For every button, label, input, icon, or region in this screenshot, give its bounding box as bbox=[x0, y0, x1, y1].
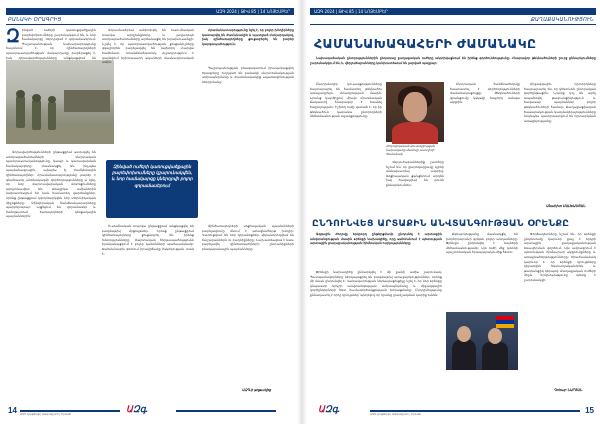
byline: Անահիտ ՄԱԼԽԱՍՅԱՆ bbox=[546, 204, 586, 208]
helmet-shape bbox=[32, 94, 41, 102]
article-lead-text: Հրամանատարությունը նշել է, որ բոլոր խնդիրները կատարվել են ժամանակին և պատշաճ մակարդակով, իսկ զինծառայողները ցուցաբերել են բարձր կարգապահություն։ bbox=[202, 28, 294, 46]
military-photo bbox=[6, 60, 114, 144]
pull-quote-text: Զինված ուժերի կառուցվածքային բարեփոխումները կշարունակվեն, և նոր համակարգը կներդրվի բոլոր զորամասերում bbox=[111, 164, 193, 188]
officials-photo bbox=[446, 312, 518, 370]
photo-caption: Ժողովրդական կուսակցության նախագահը մամուլի ասուլիսի ժամանակ bbox=[386, 144, 436, 156]
newspaper-logo: ԱԶգ. bbox=[126, 404, 149, 414]
article-column bbox=[202, 224, 294, 384]
header-rule bbox=[6, 24, 294, 25]
person-shape bbox=[482, 342, 508, 370]
soldier-shape bbox=[16, 96, 25, 128]
article-column bbox=[386, 160, 444, 212]
body-shape bbox=[392, 122, 438, 144]
article-column bbox=[524, 82, 596, 200]
face-shape bbox=[403, 92, 427, 122]
page-number: 15 bbox=[585, 406, 594, 415]
drop-cap: Զ bbox=[6, 26, 20, 46]
header-band bbox=[6, 8, 294, 15]
head-shape bbox=[488, 328, 502, 344]
article-text: Քվեարկությանը մասնակցել են խորհրդարանի գրեթե բոլոր անդամները։ Օրենքն ընդունվել է ձայների մեծամասնությամբ։ Այն ուժի մեջ կմտնի պաշտոնական հրապարակումից հետո։ bbox=[446, 232, 518, 255]
article-text: Ընտրական հանձնաժողովը հաստատել է գործողությունների ժամանակացույցը։ Թեկնածուների գրանցումը կսկսվի հաջորդ ամսվա սկզբին։ bbox=[450, 82, 520, 105]
newspaper-logo: ԱԶգ. bbox=[318, 404, 341, 414]
helmet-shape bbox=[48, 96, 56, 103]
header-band-text: ԱԶԳ 2024 | ԹԻՎ 85 | 14 ՆՈՅԵՄԲԵՐ bbox=[216, 9, 290, 14]
article-column bbox=[102, 28, 194, 156]
article-column bbox=[6, 28, 96, 58]
article-column bbox=[450, 82, 520, 212]
pull-quote bbox=[106, 160, 198, 218]
left-page bbox=[6, 0, 294, 424]
article-text: Զորավարժությունների ընթացքում ստուգվել են ստորաբաժանումների մարտական պատրաստականությունը, կապի և կառավարման համակարգերը։ Մասնակցել են ինչպես պայմանագրային, այնպես էլ ժամկետային զինծառայողներ։ Հրամանատարությունը բարձր է գնահատել անձնակազմի գործողությունները և նշել, որ նոր մարտավարական մոտեցումները արդյունավետ են։ Առաջիկա ամիսներին նախատեսվում են նաև համատեղ վարժանքներ, որոնց ընթացքում կփորձարկվեն նոր տեխնիկական միջոցները։ Զինվորական հանձնակատարները պարբերաբար այցելում են զորամասեր և ծանոթանում ծառայողների կենցաղային պայմաններին։ bbox=[6, 150, 96, 219]
article-text: Միջազգային դիտորդները հայտարարել են, որ կհետևեն ընտրական գործընթացին։ Նրանք կոչ են արել ապահովել թափանցիկություն և հավասար պայմաններ բոլոր թեկնածուների համար։ Քաղաքացիական հասարակության կազմակերպությունները նույնպես պատրաստվում են դիտարկման առաքելությանը։ bbox=[524, 82, 596, 123]
footer-text: ԱԶԳ օրաթերթ | www.azg.am | Երևան bbox=[20, 413, 71, 416]
article-text: Ընդդիմադիր կուսակցությունները հայտարարել են համատեղ թեկնածու առաջադրելու մտադրության մասին։ Նրանց կարծիքով միայն միասնական ճակատով հնարավոր է հասնել հաջողության։ Իշխող ուժը վստահ է, որ իր թեկնածուն կստանա ընտրողների մեծամասնության աջակցությունը։ bbox=[310, 82, 382, 119]
headline: ՀԱՄԱՆԱԽԱԳԱՀԵՐԻ ԺԱՄԱՆԱԿԸ bbox=[314, 36, 537, 51]
soldier-shape bbox=[32, 100, 41, 130]
article-text: Պաշտպանության բնագավառում իրականացվող ծրագրերը ուղղված են բանակի մարտունակության ամրապնդմանը և ժամանակակից սպառազինության ներդրմանը։ bbox=[202, 66, 294, 84]
portrait-photo bbox=[386, 82, 444, 142]
article-text: Ուսումնական տարվա ընթացքում անցկացվել են բազմաթիվ մրցույթներ, որոնց ընթացքում զինծառայողները ցուցադրել են իրենց հմտությունները։ Մարտական հերթապահությունն իրականացվում է բոլոր կանոնների պահպանմամբ։ Սահմանային գոտում իրավիճակը հսկողության տակ է։ bbox=[102, 224, 194, 256]
article-text: Վերլուծաբաններից շատերը նշում են, որ քարոզարշավը կլինի աննախադեպ ակտիվ։ Սոցիալական ցանցերում արդեն իսկ ծավալվում են բուռն քննարկումներ։ bbox=[386, 160, 444, 187]
article-lead-text: Նախագահական ընտրություններին ընդառաջ քաղաքական ուժերը ակտիվացնում են իրենց գործունեությունը։ Հնարավոր թեկնածուների շուրջ քննարկումները շարունակվում են, և վերլուծաբանները կանխատեսում են լարված պայքար։ bbox=[310, 56, 596, 65]
page-gutter bbox=[297, 0, 307, 424]
header-band-text: ԱԶԳ 2024 | ԹԻՎ 85 | 14 ՆՈՅԵՄԲԵՐ bbox=[314, 9, 388, 14]
byline: ԱԶԳ-ի թղթակից bbox=[242, 388, 271, 392]
article-lead-text: Ազգային ժողովը երկրորդ ընթերցմամբ ընդունել է արտաքին անվտանգության մասին օրենքի նախագիծը, որը սահմանում է պետության արտաքին քաղաքականության հիմնական ուղղությունները։ bbox=[310, 232, 442, 246]
page-footer bbox=[6, 404, 294, 418]
helmet-shape bbox=[16, 90, 25, 98]
head-shape bbox=[457, 326, 471, 342]
footer-text: ԱԶԳ օրաթերթ | www.azg.am | Երևան bbox=[370, 413, 421, 416]
article-column bbox=[202, 66, 294, 156]
flag-shape bbox=[496, 316, 514, 328]
headline: ԸՆԴՈՒՆՎԵՑ ԱՐՏԱՔԻՆ ԱՆՎՏԱՆԳՈՒԹՅԱՆ ՕՐԵՆՔԸ bbox=[312, 218, 570, 229]
article-column bbox=[6, 150, 96, 400]
footer-bar bbox=[370, 410, 580, 412]
article-lead bbox=[202, 28, 294, 64]
article-text: Օրենքի նախագիծը քննարկվել է մի քանի ամիս շարունակ։ Պատգամավորները ներկայացրել են բազմաթիվ առաջարկություններ, որոնց մի մասն ընդունվել է։ Կառավարության ներկայացուցիչը նշել է, որ նոր օրենքը կնպաստի երկրի անվտանգության ամրապնդմանը և միջազգային գործընկերների հետ համագործակցության խորացմանը։ Ընդդիմությունը քննադատել է որոշ դրույթներ՝ պնդելով, որ դրանք լրամշակման կարիք ունեն։ bbox=[310, 270, 442, 297]
section-label: ՔԱՂԱՔԱԿԱՆՈՒԹՅՈՒՆ bbox=[530, 17, 594, 23]
article-text: Զինծառայողների սոցիալական պայմանների բարելավումը մնում է առաջնահերթ խնդիր։ Կառուցվում են նոր զորանոցներ, վերանորոգվում են ճաշարաններն ու բաղնիքները։ Նախատեսվում է նաև բարելավել զինծառայողների ընտանիքների բնակարանային պայմանները։ bbox=[202, 224, 294, 251]
byline: Գոհար ՆԱՐՅԱՆ bbox=[554, 388, 583, 392]
section-label: ԲԱՆԱԿԻ ՕՐԱԳՐԻՑ bbox=[8, 17, 62, 23]
article-column bbox=[310, 270, 442, 400]
page-footer bbox=[310, 404, 596, 418]
article-column bbox=[524, 232, 596, 382]
article-column bbox=[310, 82, 382, 212]
article-text: Փորձագետները նշում են, որ օրենքի ընդունումը կարևոր քայլ է երկրի արտաքին քաղաքականության ձևավորման գործում։ Այն ամրագրում է պետության հիմնարար սկզբունքները և առաջնահերթությունները։ Միաժամանակ կարևոր է, որ օրենքի դրույթները կիրառվեն հետևողականորեն և թափանցիկ կերպով։ Քաղաքական ուժերի միջև երկխոսությունը պետք է շարունակվի։ bbox=[524, 232, 596, 282]
article-text: Զորամասերում ամփոփվել են ուսումնական տարվա արդյունքները, և լավագույն ստորաբաժանումները արժանացել են խրախուսանքի։ Նշվել է, որ պատրաստվածության ցուցանիշները զգալիորեն բարելավվել են նախորդ տարվա համեմատ։ Առանձնահատուկ ուշադրություն է դարձվում երիտասարդ սպաների մասնագիտական աճին։ bbox=[102, 28, 194, 65]
header-rule bbox=[310, 24, 596, 25]
person-shape bbox=[452, 340, 476, 370]
article-column bbox=[102, 224, 194, 400]
soldier-shape bbox=[48, 102, 56, 130]
right-page bbox=[310, 0, 596, 424]
footer-bar bbox=[176, 410, 276, 412]
page-number: 14 bbox=[8, 406, 17, 415]
article-column bbox=[446, 232, 518, 308]
article-lead bbox=[310, 56, 596, 78]
footer-bar bbox=[20, 410, 120, 412]
article-lead bbox=[310, 232, 442, 266]
header-band bbox=[310, 8, 596, 15]
ground-shape bbox=[6, 126, 114, 144]
article-text: ինված ուժերի կառուցվածքային բարեփոխումները շարունակվում են, և նոր համակարգը ներդրվում է զորամասերում։ Պաշտպանության նախարարությունը հայտնում է, որ զինծառայողների պատրաստվածության մակարդակը բարձրացել է, իսկ զորավարժությունները անցկացվում են bbox=[6, 28, 96, 60]
